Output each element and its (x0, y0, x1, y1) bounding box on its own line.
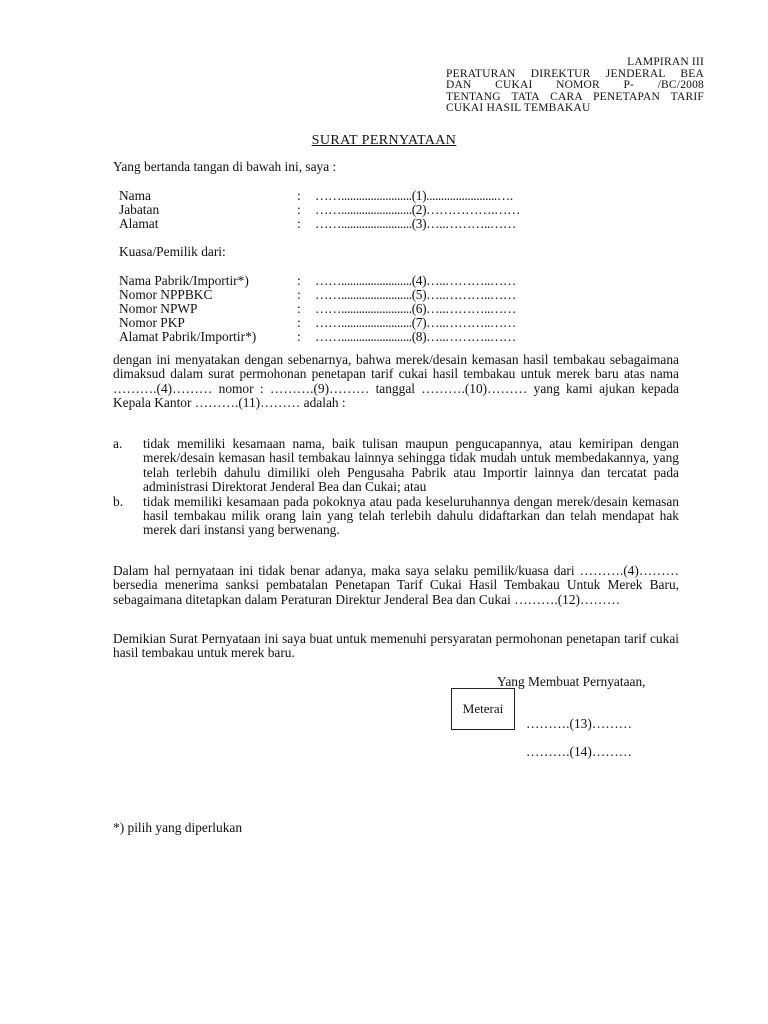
meterai-stamp-box (451, 688, 515, 730)
field-colon: : (297, 273, 301, 288)
field-colon: : (297, 315, 301, 330)
statement-paragraph: dengan ini menyatakan dengan sebenarnya, bahwa merek/desain kemasan hasil tembakau sebagaimana dimaksud dalam surat permohonan penetapan tarif cukai hasil tembakau untuk merek baru atas nama ……….(4)……… nomor : ……….(9)……… tanggal ……….(10)……… yang kami ajukan kepada Kepala Kantor ……….(11)……… adalah : (113, 352, 679, 411)
field-label-pkp: Nomor PKP (119, 315, 185, 330)
field-label-alamat-pabrik: Alamat Pabrik/Importir*) (119, 329, 257, 344)
field-label-nama-pabrik: Nama Pabrik/Importir*) (119, 273, 249, 288)
header-line-4: CUKAI HASIL TEMBAKAU (446, 102, 591, 114)
list-item-text: tidak memiliki kesamaan pada pokoknya atau pada keseluruhannya dengan merek/desain kemasan hasil tembakau milik orang lain yang telah terlebih dahulu didaftarkan dan telah mendapat hak merek dari instansi yang berwenang. (143, 493, 679, 538)
condition-list (113, 437, 679, 538)
header-line-3: TENTANG TATA CARA PENETAPAN TARIF (446, 90, 704, 103)
field-value-nppbkc: ……........................(5)…..………..…… (315, 287, 516, 302)
sanction-paragraph: Dalam hal pernyataan ini tidak benar adanya, maka saya selaku pemilik/kuasa dari ……….(4)……… bersedia menerima sanksi pembatalan Penetapan Tarif Cukai Hasil Tembakau Untuk Merek Baru, sebagaimana ditetapkan dalam Peraturan Direktur Jenderal Bea dan Cukai ……….(12)……… (113, 563, 679, 607)
field-colon: : (297, 202, 301, 217)
field-colon: : (297, 188, 301, 203)
intro-text: Yang bertanda tangan di bawah ini, saya : (113, 159, 337, 174)
field-label-alamat: Alamat (119, 216, 159, 231)
field-value-alamat: ……........................(3)…..………..…… (315, 216, 516, 231)
lampiran-header (446, 57, 704, 115)
closing-paragraph: Demikian Surat Pernyataan ini saya buat untuk memenuhi persyaratan permohonan penetapan tarif cukai hasil tembakau untuk merek baru. (113, 631, 679, 661)
lampiran-label: LAMPIRAN III (627, 56, 704, 68)
list-marker: b. (113, 493, 124, 509)
field-label-npwp: Nomor NPWP (119, 301, 198, 316)
header-line-2: DAN CUKAI NOMOR P- /BC/2008 (446, 79, 704, 91)
field-value-nama-pabrik: ……........................(4)…..………..…… (315, 273, 516, 288)
field-value-alamat-pabrik: ……........................(8)…..………..…… (315, 329, 516, 344)
footnote: *) pilih yang diperlukan (113, 820, 243, 835)
field-value-npwp: ……........................(6)…..………..…… (315, 301, 516, 316)
kuasa-label: Kuasa/Pemilik dari: (119, 244, 226, 259)
field-colon: : (297, 287, 301, 302)
field-label-nppbkc: Nomor NPPBKC (119, 287, 213, 302)
field-label-nama: Nama (119, 188, 151, 203)
list-item (113, 495, 679, 538)
header-line-1: PERATURAN DIREKTUR JENDERAL BEA (446, 67, 704, 80)
field-value-jabatan: ……........................(2)…………….…… (315, 202, 521, 217)
meterai-label: Meterai (462, 701, 504, 716)
list-item-text: tidak memiliki kesamaan nama, baik tulisan maupun pengucapannya, atau kemiripan dengan merek/desain kemasan hasil tembakau lainnya sehingga tidak mudah untuk membedakannya, yang telah terlebih dahulu dimiliki oleh Pengusaha Pabrik atau Importir lainnya dan tercatat pada administrasi Direktorat Jenderal Bea dan Cukai; atau (143, 436, 679, 495)
field-value-nama: ……........................(1)........................…. (315, 188, 513, 203)
signature-line-13: ……….(13)……… (526, 716, 633, 731)
list-marker: a. (113, 436, 123, 451)
field-label-jabatan: Jabatan (119, 202, 160, 217)
signature-heading: Yang Membuat Pernyataan, (497, 674, 646, 689)
list-item (113, 437, 679, 495)
field-colon: : (297, 301, 301, 316)
document-title: SURAT PERNYATAAN (311, 133, 457, 148)
field-value-pkp: ……........................(7)…..………..…… (315, 315, 516, 330)
field-colon: : (297, 329, 301, 344)
signature-line-14: ……….(14)……… (526, 744, 633, 759)
field-colon: : (297, 216, 301, 231)
